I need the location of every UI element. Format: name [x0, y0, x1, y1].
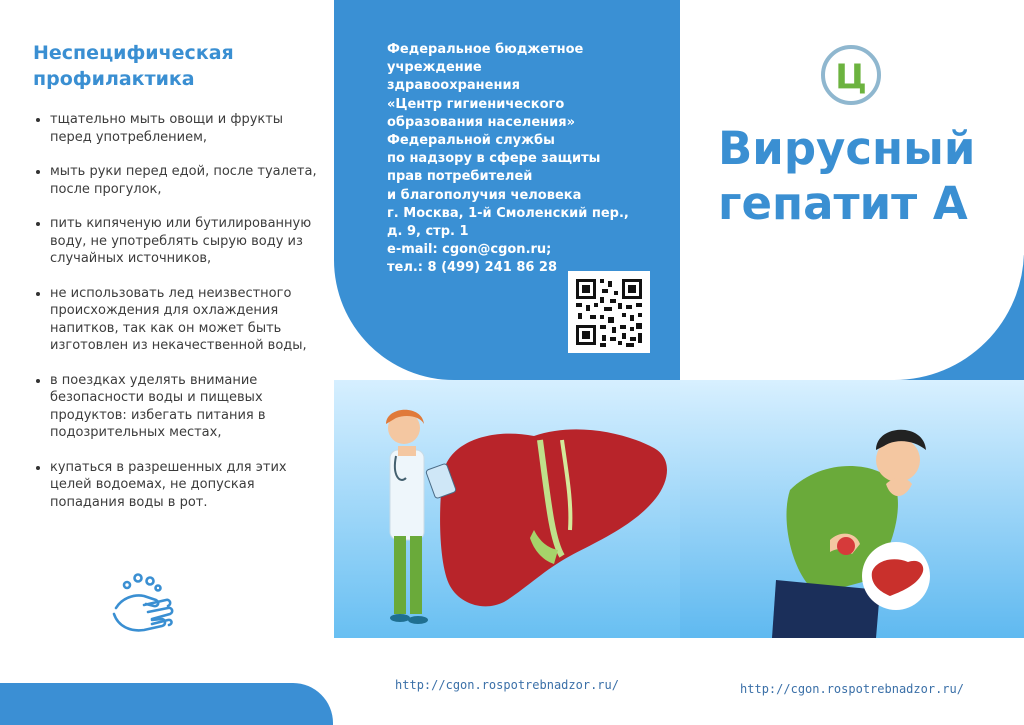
left-panel [0, 0, 335, 725]
org-line: Федеральное бюджетное [387, 42, 584, 57]
phone-line[interactable]: тел.: 8 (499) 241 86 28 [387, 260, 558, 276]
qr-code[interactable] [568, 271, 650, 353]
center-logo-icon [820, 44, 882, 106]
title-line: Вирусный [718, 122, 976, 175]
org-line: Федеральной службы [387, 133, 555, 149]
middle-panel [334, 0, 680, 725]
list-item: купаться в разрешенных для этих целей водоемах, не допуская попадания воды в рот. [30, 459, 320, 512]
org-line: образования населения» [387, 114, 575, 130]
hand-washing-icon [108, 572, 180, 634]
title-line: гепатит А [718, 177, 968, 230]
website-link[interactable]: http://cgon.rospotrebnadzor.ru/ [395, 678, 619, 692]
list-item: не использовать лед неизвестного происхождения для охлаждения напитков, так как он может быть изготовлен из некачественной воды, [30, 285, 320, 355]
org-line: по надзору в сфере защиты [387, 151, 601, 167]
prevention-list [30, 111, 320, 528]
email-line[interactable]: e-mail: cgon@cgon.ru; [387, 242, 552, 258]
doctor-liver-illustration [334, 380, 680, 638]
sick-person-illustration [680, 380, 1024, 638]
org-line: учреждение [387, 60, 482, 76]
website-link[interactable]: http://cgon.rospotrebnadzor.ru/ [740, 682, 964, 696]
org-line: д. 9, стр. 1 [387, 224, 469, 240]
organization-info [387, 41, 657, 278]
right-panel [680, 0, 1024, 725]
list-item: мыть руки перед едой, после туалета, после прогулок, [30, 163, 320, 198]
list-item: тщательно мыть овощи и фрукты перед употреблением, [30, 111, 320, 146]
org-line: прав потребителей [387, 169, 533, 185]
org-line: здравоохранения [387, 78, 520, 94]
page-title [718, 121, 1018, 231]
org-line: и благополучия человека [387, 187, 582, 203]
decorative-blob [0, 683, 333, 725]
list-item: в поездках уделять внимание безопасности воды и пищевых продуктов: избегать питания в подозрительных местах, [30, 372, 320, 442]
org-line: «Центр гигиенического [387, 96, 565, 112]
logo-letter: Ц [835, 57, 867, 97]
list-item: пить кипяченую или бутилированную воду, не употреблять сырую воду из случайных источников, [30, 215, 320, 268]
prevention-title: Неспецифическая профилактика [33, 42, 234, 90]
org-line: г. Москва, 1-й Смоленский пер., [387, 205, 629, 221]
